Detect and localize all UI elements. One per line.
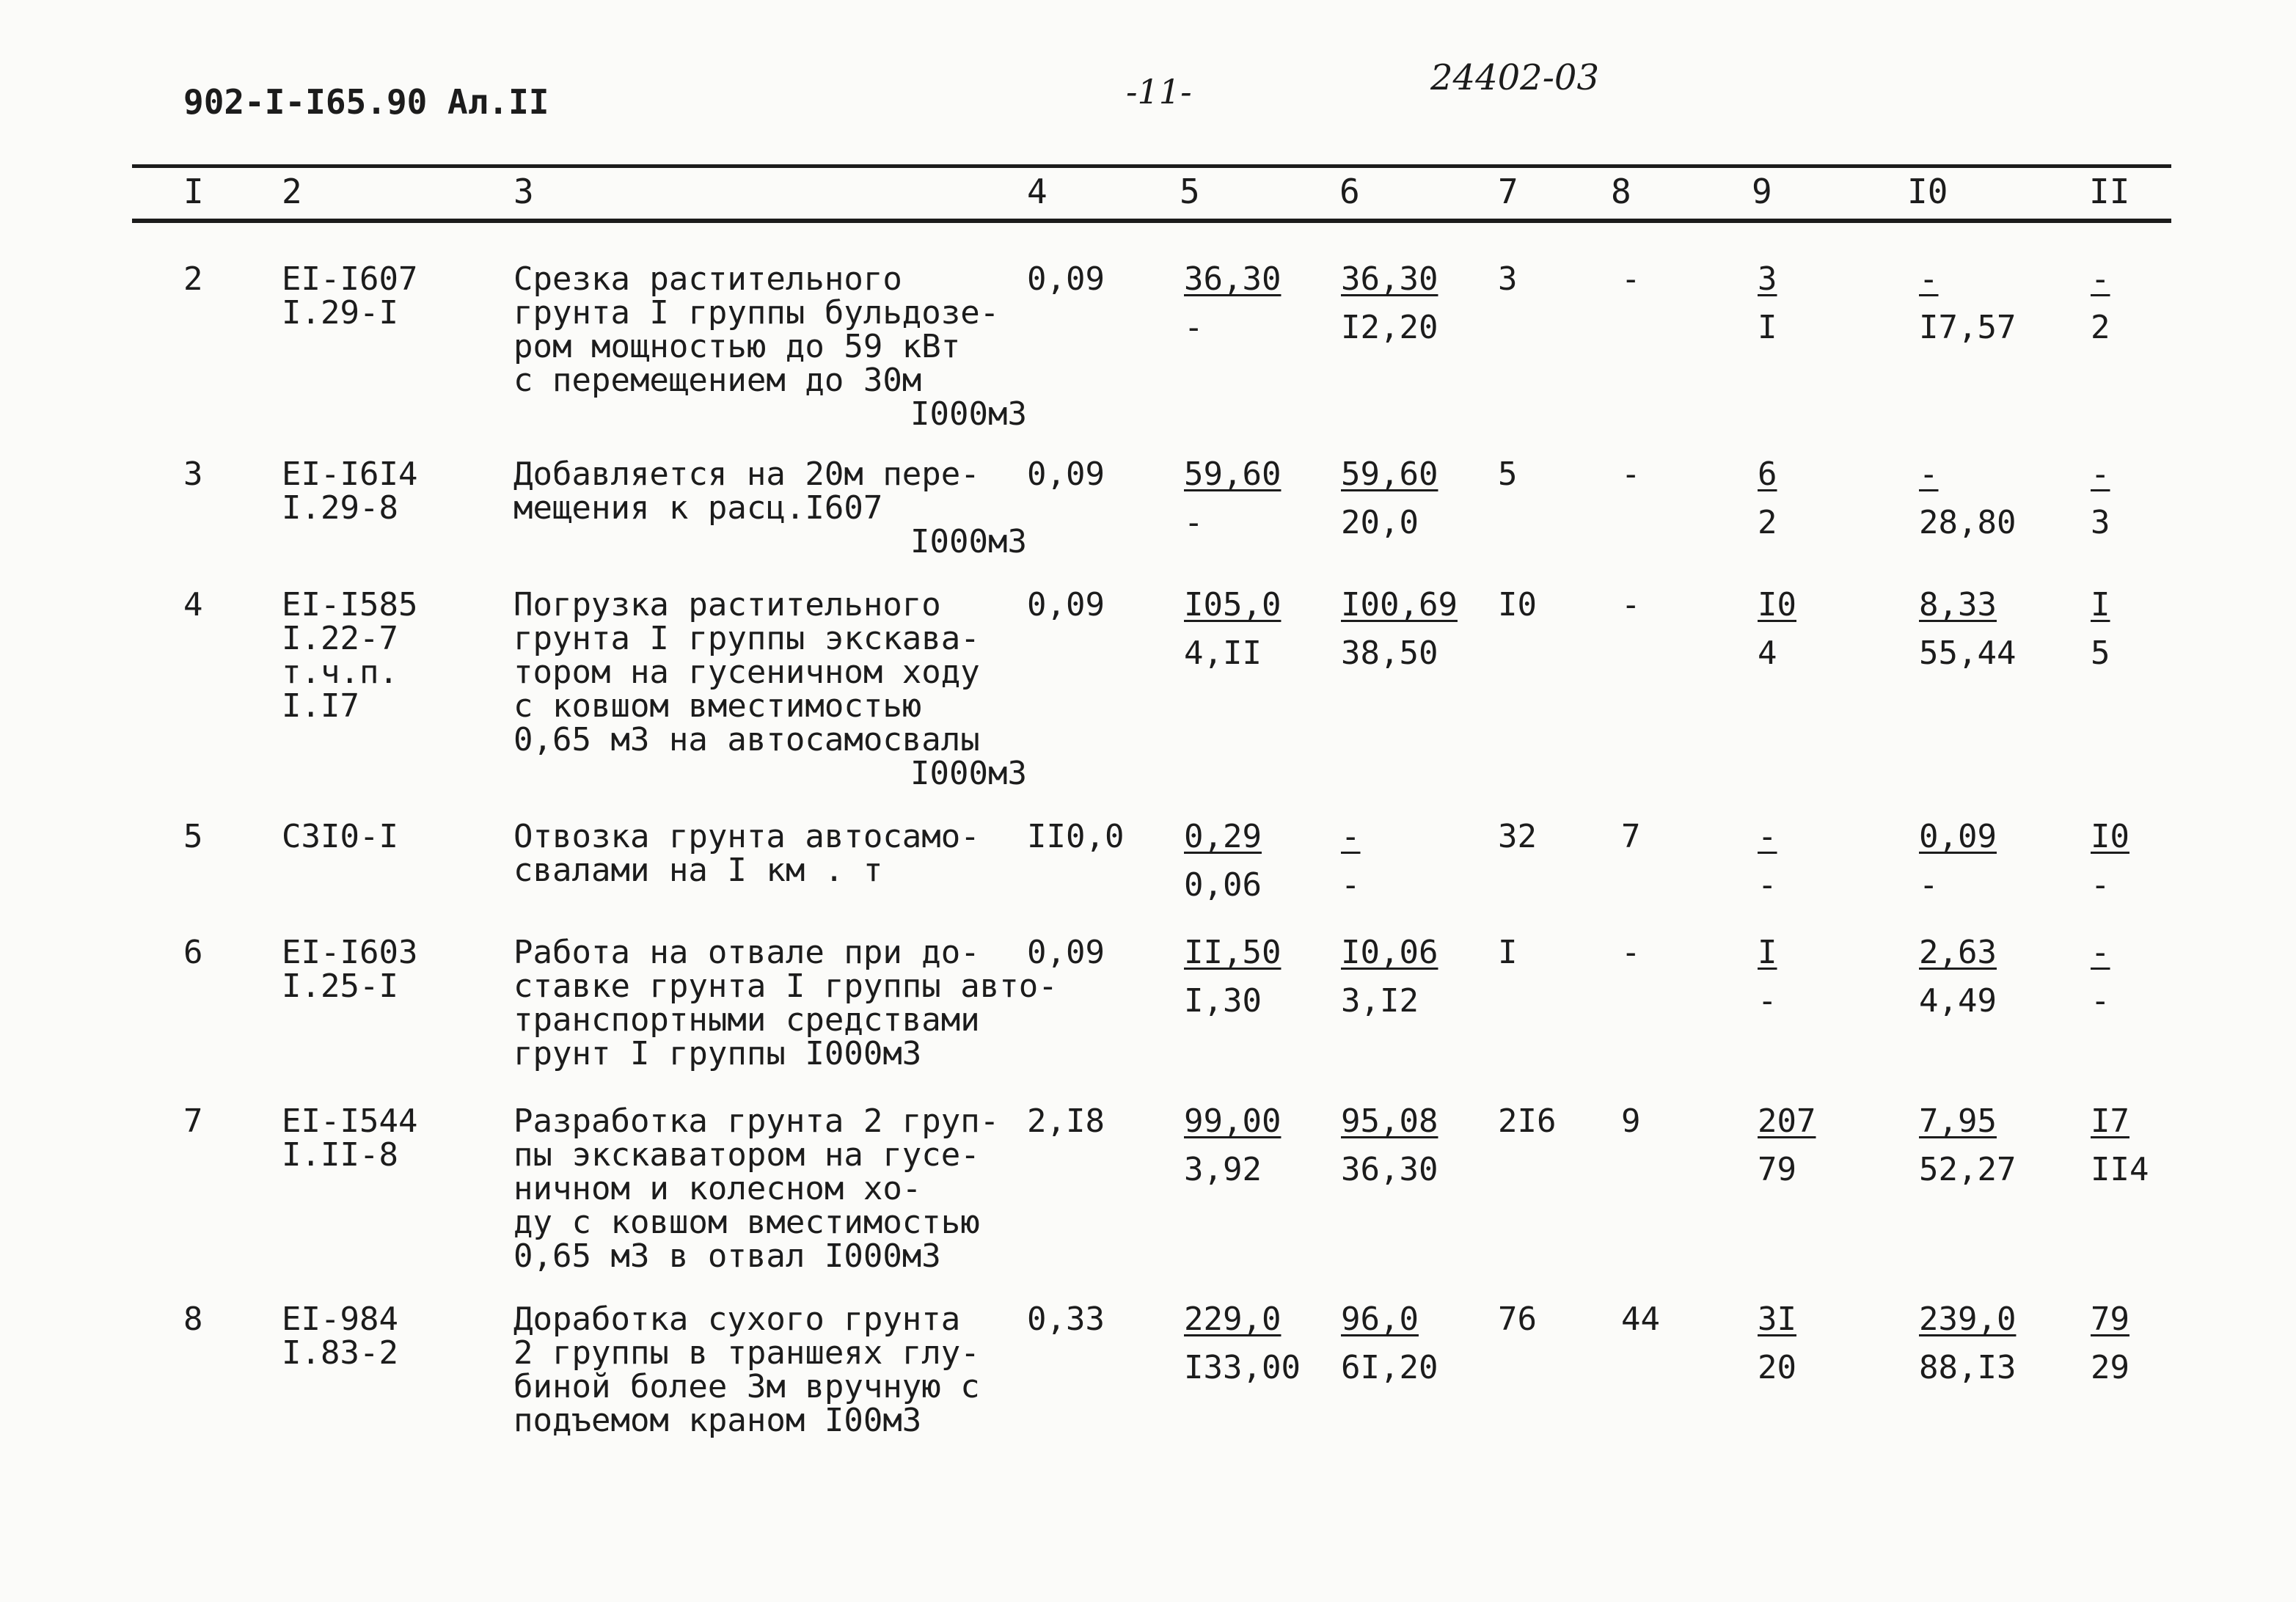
- col-header-2: 2: [282, 172, 302, 211]
- col5-top: 59,60: [1184, 456, 1282, 493]
- norm-code: EI-I6I4: [282, 456, 418, 493]
- norm-code: EI-I544: [282, 1102, 418, 1140]
- col8: -: [1621, 934, 1641, 971]
- col10-bottom: 28,80: [1919, 504, 2017, 541]
- col5-top: 229,0: [1184, 1301, 1282, 1338]
- col7: 32: [1498, 818, 1537, 855]
- norm-ref: I.25-I: [282, 968, 398, 1005]
- col8: -: [1621, 456, 1641, 493]
- description-line: Доработка сухого грунта: [513, 1301, 961, 1338]
- table-top-rule: [132, 164, 2171, 168]
- norm-ref: I.II-8: [282, 1136, 398, 1174]
- col5-top: 36,30: [1184, 260, 1282, 298]
- measure-unit: I000м3: [910, 523, 1027, 560]
- norm-ref: I.29-8: [282, 489, 398, 527]
- description-line: биной более 3м вручную с: [513, 1368, 980, 1405]
- document-code: 902-I-I65.90 Ал.II: [183, 82, 549, 122]
- col8: 44: [1621, 1301, 1660, 1338]
- col9-bottom: 4: [1758, 634, 1777, 672]
- col6-bottom: I2,20: [1341, 309, 1438, 346]
- col11-top: I7: [2091, 1102, 2129, 1140]
- description-line: грунт I группы I000м3: [513, 1035, 922, 1072]
- description-line: Отвозка грунта автосамо-: [513, 818, 980, 855]
- col6-top: I0,06: [1341, 934, 1438, 971]
- description-line: с перемещением до 30м: [513, 362, 922, 399]
- col7: 5: [1498, 456, 1518, 493]
- col-header-4: 4: [1027, 172, 1048, 211]
- col10-top: 239,0: [1919, 1301, 2017, 1338]
- norm-code: СЗI0-I: [282, 818, 398, 855]
- work-description: [513, 1102, 1027, 1275]
- col11-top: -: [2091, 456, 2110, 493]
- col-header-8: 8: [1611, 172, 1631, 211]
- col11-bottom: 5: [2091, 634, 2110, 672]
- col11-bottom: 2: [2091, 309, 2110, 346]
- col9-bottom: -: [1758, 982, 1777, 1020]
- col11-bottom: -: [2091, 982, 2110, 1020]
- description-line: Погрузка растительного: [513, 586, 941, 623]
- description-line: Разработка грунта 2 груп-: [513, 1102, 1000, 1140]
- norm-code: EI-I607: [282, 260, 418, 298]
- row-number: 5: [183, 818, 203, 855]
- norm-ref: I.83-2: [282, 1334, 398, 1372]
- col-header-7: 7: [1498, 172, 1518, 211]
- col6-bottom: -: [1341, 866, 1361, 904]
- description-line: Добавляется на 20м пере-: [513, 456, 980, 493]
- page-number: -11-: [1126, 72, 1192, 111]
- description-line: подъемом краном I00м3: [513, 1402, 922, 1439]
- col5-top: 99,00: [1184, 1102, 1282, 1140]
- row-number: 4: [183, 586, 203, 623]
- col11-top: -: [2091, 934, 2110, 971]
- col6-top: I00,69: [1341, 586, 1458, 623]
- col6-bottom: 3,I2: [1341, 982, 1419, 1020]
- quantity: 0,09: [1027, 934, 1105, 971]
- col-header-11: II: [2089, 172, 2130, 211]
- quantity: II0,0: [1027, 818, 1125, 855]
- col5-bottom: 3,92: [1184, 1151, 1262, 1188]
- col8: -: [1621, 260, 1641, 298]
- col10-bottom: 52,27: [1919, 1151, 2017, 1188]
- col5-bottom: I,30: [1184, 982, 1262, 1020]
- col10-top: -: [1919, 456, 1939, 493]
- quantity: 2,I8: [1027, 1102, 1105, 1140]
- norm-ref-extra-2: I.I7: [282, 687, 359, 725]
- norm-ref: I.29-I: [282, 294, 398, 332]
- col9-bottom: -: [1758, 866, 1777, 904]
- col7: 3: [1498, 260, 1518, 298]
- col9-top: 3I: [1758, 1301, 1796, 1338]
- col5-top: I05,0: [1184, 586, 1282, 623]
- description-line: грунта I группы экскава-: [513, 620, 980, 657]
- work-description: [513, 1303, 1027, 1438]
- col9-top: -: [1758, 818, 1777, 855]
- work-description: [513, 820, 1027, 888]
- description-line: грунта I группы бульдозе-: [513, 294, 1000, 332]
- col5-bottom: 4,II: [1184, 634, 1262, 672]
- description-line: мещения к расц.I607: [513, 489, 883, 527]
- col8: 7: [1621, 818, 1641, 855]
- col6-top: 59,60: [1341, 456, 1438, 493]
- quantity: 0,09: [1027, 260, 1105, 298]
- col9-top: 3: [1758, 260, 1777, 298]
- col10-bottom: 88,I3: [1919, 1349, 2017, 1386]
- norm-code: EI-984: [282, 1301, 398, 1338]
- col-header-5: 5: [1180, 172, 1200, 211]
- col10-bottom: I7,57: [1919, 309, 2017, 346]
- col9-bottom: I: [1758, 309, 1777, 346]
- quantity: 0,09: [1027, 586, 1105, 623]
- col10-bottom: -: [1919, 866, 1939, 904]
- row-number: 7: [183, 1102, 203, 1140]
- quantity: 0,33: [1027, 1301, 1105, 1338]
- col-header-1: I: [183, 172, 204, 211]
- col-header-10: I0: [1907, 172, 1948, 211]
- row-number: 3: [183, 456, 203, 493]
- work-description: [513, 456, 1027, 560]
- col5-bottom: I33,00: [1184, 1349, 1301, 1386]
- col6-top: 95,08: [1341, 1102, 1438, 1140]
- description-line: транспортными средствами: [513, 1001, 980, 1039]
- col7: 76: [1498, 1301, 1537, 1338]
- col5-top: II,50: [1184, 934, 1282, 971]
- col6-bottom: 20,0: [1341, 504, 1419, 541]
- quantity: 0,09: [1027, 456, 1105, 493]
- norm-ref: I.22-7: [282, 620, 398, 657]
- col-header-9: 9: [1752, 172, 1772, 211]
- col11-bottom: 3: [2091, 504, 2110, 541]
- description-line: ром мощностью до 59 кВт: [513, 328, 961, 365]
- col5-bottom: 0,06: [1184, 866, 1262, 904]
- row-number: 2: [183, 260, 203, 298]
- row-number: 8: [183, 1301, 203, 1338]
- col-header-6: 6: [1339, 172, 1360, 211]
- work-description: [513, 934, 1058, 1072]
- col-header-3: 3: [513, 172, 534, 211]
- col6-bottom: 38,50: [1341, 634, 1438, 672]
- description-line: свалами на I км . т: [513, 852, 883, 889]
- description-line: пы экскаватором на гусе-: [513, 1136, 980, 1174]
- col10-bottom: 55,44: [1919, 634, 2017, 672]
- col5-bottom: -: [1184, 504, 1204, 541]
- table-header-rule: [132, 219, 2171, 223]
- norm-code: EI-I585: [282, 586, 418, 623]
- col11-bottom: -: [2091, 866, 2110, 904]
- col11-bottom: II4: [2091, 1151, 2149, 1188]
- measure-unit: I000м3: [910, 755, 1027, 792]
- description-line: 0,65 м3 на автосамосвалы: [513, 721, 980, 758]
- col6-top: 36,30: [1341, 260, 1438, 298]
- col11-bottom: 29: [2091, 1349, 2129, 1386]
- description-line: 0,65 м3 в отвал I000м3: [513, 1237, 941, 1275]
- work-description: [513, 260, 1027, 433]
- col9-top: I: [1758, 934, 1777, 971]
- col10-bottom: 4,49: [1919, 982, 1997, 1020]
- col7: I0: [1498, 586, 1537, 623]
- description-line: ничном и колесном хо-: [513, 1170, 922, 1207]
- description-line: Срезка растительного: [513, 260, 902, 298]
- col10-top: 7,95: [1919, 1102, 1997, 1140]
- col6-top: 96,0: [1341, 1301, 1419, 1338]
- col10-top: 2,63: [1919, 934, 1997, 971]
- archive-number: 24402-03: [1430, 57, 1599, 98]
- description-line: ду с ковшом вместимостью: [513, 1204, 980, 1241]
- description-line: 2 группы в траншеях глу-: [513, 1334, 980, 1372]
- col9-bottom: 20: [1758, 1349, 1796, 1386]
- col6-bottom: 36,30: [1341, 1151, 1438, 1188]
- col5-top: 0,29: [1184, 818, 1262, 855]
- description-line: тором на гусеничном ходу: [513, 654, 980, 691]
- col10-top: 0,09: [1919, 818, 1997, 855]
- col9-top: I0: [1758, 586, 1796, 623]
- col11-top: 79: [2091, 1301, 2129, 1338]
- col11-top: I: [2091, 586, 2110, 623]
- col11-top: -: [2091, 260, 2110, 298]
- col11-top: I0: [2091, 818, 2129, 855]
- work-description: [513, 586, 1027, 792]
- col7: I: [1498, 934, 1518, 971]
- col9-bottom: 2: [1758, 504, 1777, 541]
- col5-bottom: -: [1184, 309, 1204, 346]
- measure-unit: I000м3: [910, 395, 1027, 433]
- norm-ref-extra: т.ч.п.: [282, 654, 398, 691]
- col9-top: 6: [1758, 456, 1777, 493]
- col6-bottom: 6I,20: [1341, 1349, 1438, 1386]
- row-number: 6: [183, 934, 203, 971]
- col6-top: -: [1341, 818, 1361, 855]
- col10-top: 8,33: [1919, 586, 1997, 623]
- description-line: Работа на отвале при до-: [513, 934, 980, 971]
- col9-bottom: 79: [1758, 1151, 1796, 1188]
- col10-top: -: [1919, 260, 1939, 298]
- norm-code: EI-I603: [282, 934, 418, 971]
- col8: 9: [1621, 1102, 1641, 1140]
- col9-top: 207: [1758, 1102, 1816, 1140]
- description-line: ставке грунта I группы авто-: [513, 968, 1058, 1005]
- description-line: с ковшом вместимостью: [513, 687, 922, 725]
- col7: 2I6: [1498, 1102, 1557, 1140]
- col8: -: [1621, 586, 1641, 623]
